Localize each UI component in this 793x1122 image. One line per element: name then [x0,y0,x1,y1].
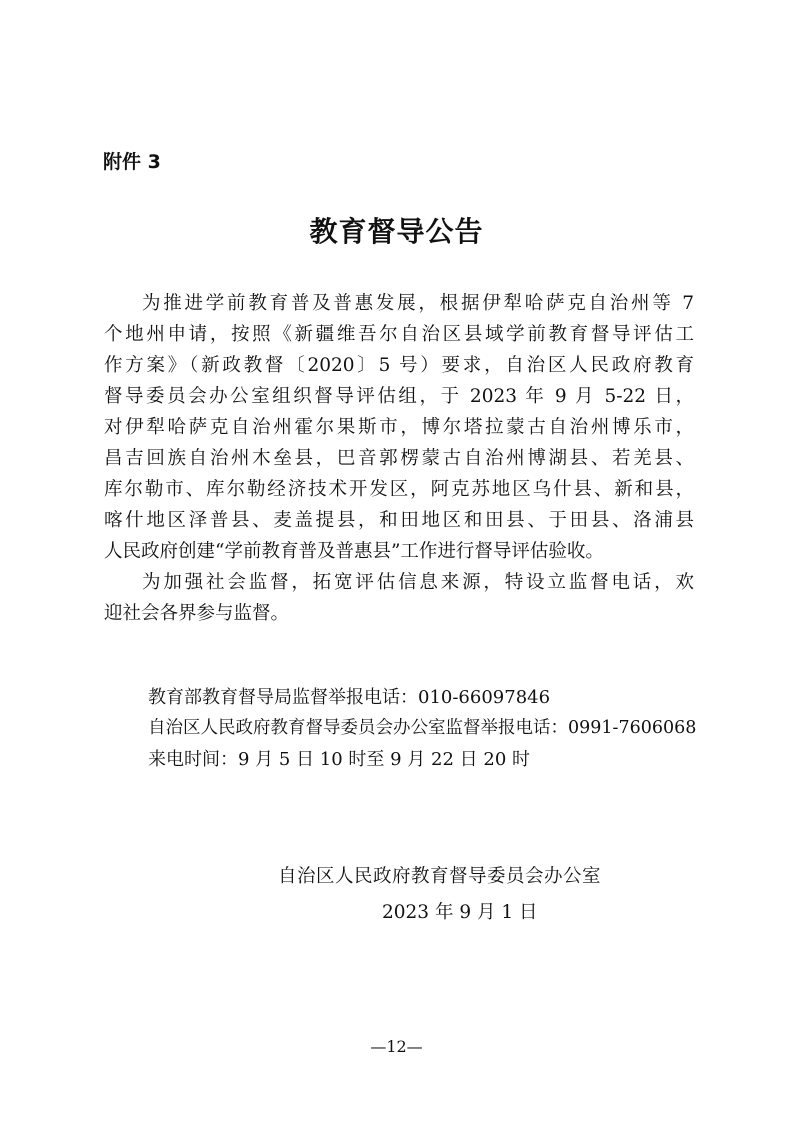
page-number: —12— [370,1037,423,1056]
paragraph-2 [104,567,694,629]
paragraph-line: 个地州申请，按照《新疆维吾尔自治区县域学前教育督导评估工 [104,324,694,345]
issue-date: 2023 年 9 月 1 日 [382,902,538,923]
issuing-organization: 自治区人民政府教育督导委员会办公室 [278,866,602,887]
paragraph-1 [104,288,694,567]
paragraph-line: 人民政府创建“学前教育普及普惠县”工作进行督导评估验收。 [104,541,604,562]
call-hours: 来电时间：9 月 5 日 10 时至 9 月 22 日 20 时 [148,749,531,770]
paragraph-line: 督导委员会办公室组织督导评估组，于 2023 年 9 月 5-22 日， [104,386,694,407]
paragraph-line: 喀什地区泽普县、麦盖提县，和田地区和田县、于田县、洛浦县 [104,510,694,531]
notice-body [104,288,694,629]
region-hotline: 自治区人民政府教育督导委员会办公室监督举报电话：0991-7606068 [148,718,697,738]
paragraph-line: 昌吉回族自治州木垒县，巴音郭楞蒙古自治州博湖县、若羌县、 [104,448,694,469]
ministry-hotline: 教育部教育督导局监督举报电话：010-66097846 [148,687,551,708]
signature-block [278,862,638,928]
contact-list [148,682,696,775]
notice-title: 教育督导公告 [309,215,484,248]
paragraph-line: 迎社会各界参与监督。 [104,603,290,624]
attachment-label: 附件 3 [103,151,161,173]
paragraph-line: 为推进学前教育普及普惠发展，根据伊犁哈萨克自治州等 7 [142,293,694,314]
paragraph-line: 为加强社会监督，拓宽评估信息来源，特设立监督电话，欢 [142,572,694,593]
paragraph-line: 库尔勒市、库尔勒经济技术开发区，阿克苏地区乌什县、新和县， [104,479,694,500]
paragraph-line: 作方案》（新政教督〔2020〕5 号）要求，自治区人民政府教育 [104,355,694,376]
paragraph-line: 对伊犁哈萨克自治州霍尔果斯市，博尔塔拉蒙古自治州博乐市， [104,417,694,438]
